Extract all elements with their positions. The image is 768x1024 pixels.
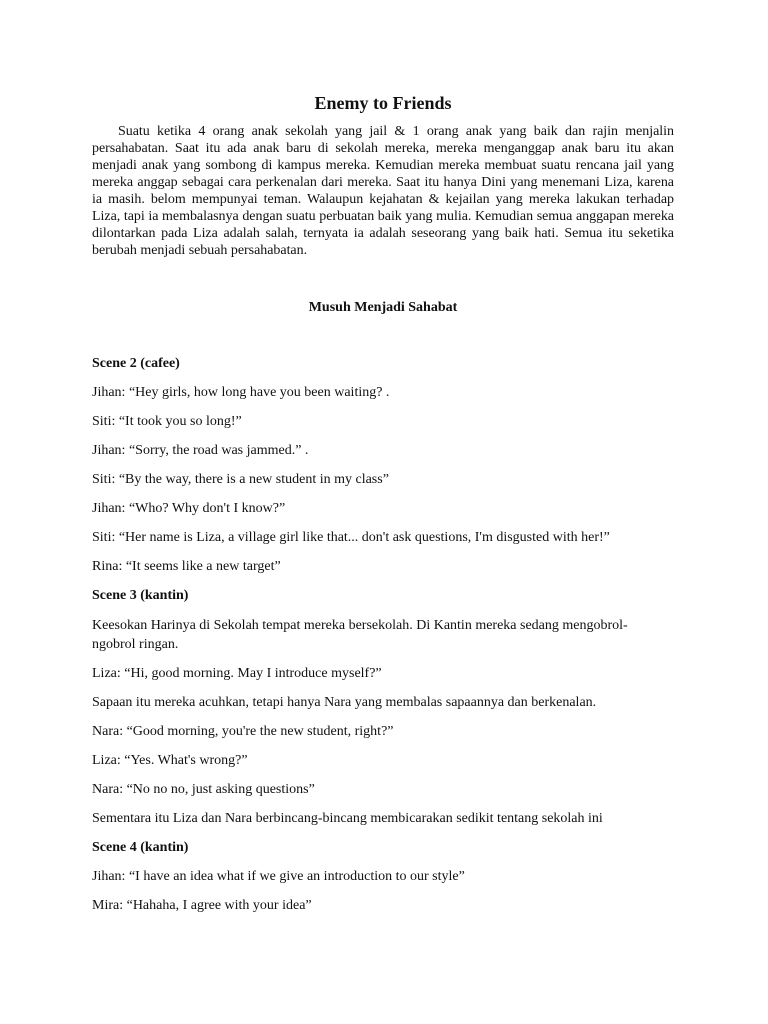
narration-line: Sapaan itu mereka acuhkan, tetapi hanya Nara yang membalas sapaannya dan berkenalan.	[92, 695, 597, 710]
dialogue-line: Liza: “Hi, good morning. May I introduce myself?”	[92, 666, 382, 681]
dialogue-line: Mira: “Hahaha, I agree with your idea”	[92, 898, 312, 913]
scene-heading: Scene 2 (cafee)	[92, 356, 180, 371]
dialogue-line: Jihan: “I have an idea what if we give an introduction to our style”	[92, 869, 465, 884]
document-title: Enemy to Friends	[314, 93, 452, 113]
scene-heading: Scene 3 (kantin)	[92, 588, 189, 603]
narration-line: Keesokan Harinya di Sekolah tempat mereka bersekolah. Di Kantin mereka sedang mengobrol-ngobrol ringan.	[92, 618, 628, 652]
script-body	[92, 355, 674, 915]
narration-line: Sementara itu Liza dan Nara berbincang-bincang membicarakan sedikit tentang sekolah ini	[92, 811, 603, 826]
synopsis-paragraph: Suatu ketika 4 orang anak sekolah yang jail & 1 orang anak yang baik dan rajin menjalin persahabatan. Saat itu ada anak baru di sekolah mereka, mereka menganggap anak baru itu akan menjadi anak yang sombong di kampus mereka. Kemudian mereka membuat suatu rencana jail yang mereka anggap sebagai cara perkenalan dari mereka. Saat itu hanya Dini yang menemani Liza, karena ia masih. belom mempunyai teman. Walaupun kejahatan & kejailan yang mereka lakukan terhadap Liza, tapi ia membalasnya dengan suatu perbuatan baik yang mulia. Kemudian semua anggapan mereka dilontarkan pada Liza adalah salah, ternyata ia adalah seseorang yang baik hati. Semua itu seketika berubah menjadi sebuah persahabatan.	[92, 124, 674, 258]
dialogue-line: Rina: “It seems like a new target”	[92, 559, 281, 574]
dialogue-line: Siti: “Her name is Liza, a village girl like that... don't ask questions, I'm disgusted with her!”	[92, 530, 610, 545]
dialogue-line: Jihan: “Hey girls, how long have you been waiting? .	[92, 385, 390, 400]
dialogue-line: Liza: “Yes. What's wrong?”	[92, 753, 248, 768]
dialogue-line: Siti: “By the way, there is a new student in my class”	[92, 472, 389, 487]
scene-heading: Scene 4 (kantin)	[92, 840, 189, 855]
dialogue-line: Jihan: “Who? Why don't I know?”	[92, 501, 286, 516]
dialogue-line: Jihan: “Sorry, the road was jammed.” .	[92, 443, 309, 458]
document-subtitle: Musuh Menjadi Sahabat	[308, 300, 458, 315]
dialogue-line: Nara: “Good morning, you're the new student, right?”	[92, 724, 394, 739]
dialogue-line: Siti: “It took you so long!”	[92, 414, 242, 429]
dialogue-line: Nara: “No no no, just asking questions”	[92, 782, 315, 797]
